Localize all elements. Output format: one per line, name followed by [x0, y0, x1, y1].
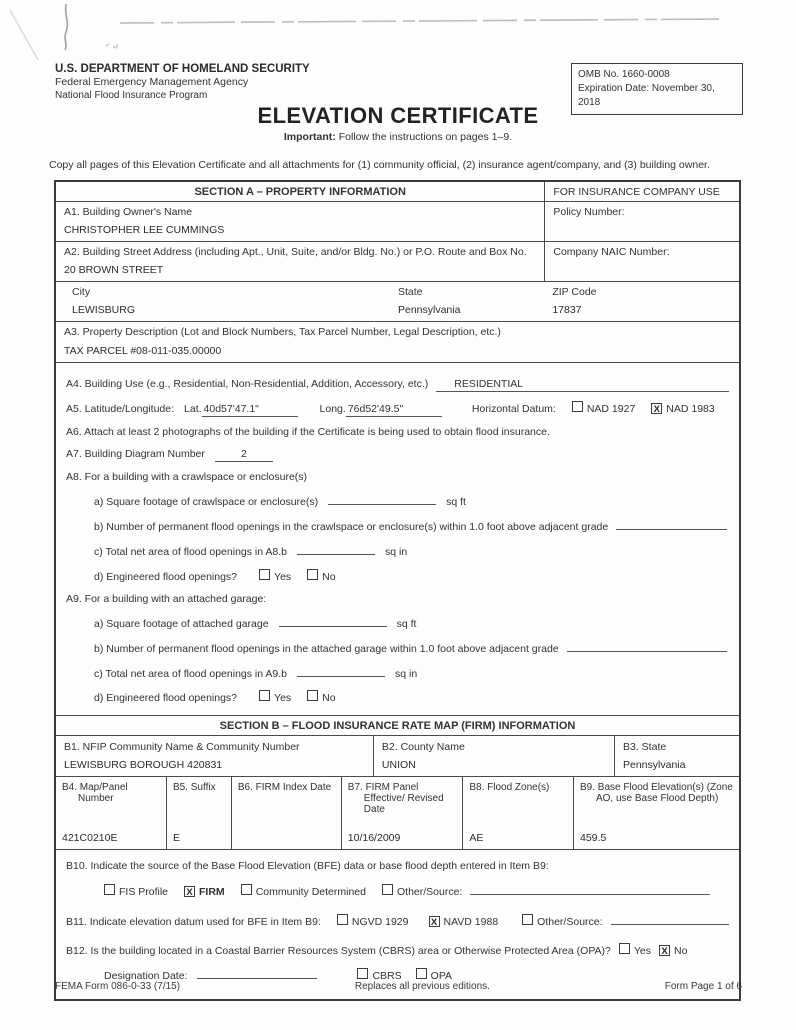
- a3-cell: [56, 322, 739, 361]
- b9-label: B9. Base Flood Elevation(s) (Zone AO, use Base Flood Depth): [579, 782, 733, 805]
- fema-form-number: FEMA Form 086-0-33 (7/15): [55, 981, 181, 992]
- community-determined-label: Community Determined: [255, 885, 366, 898]
- b8-cell: [462, 777, 573, 849]
- b10-options-line: [104, 883, 729, 899]
- a8d-line: [94, 569, 727, 584]
- b3-value: Pennsylvania: [623, 759, 686, 772]
- ngvd-1929-label: NGVD 1929: [351, 915, 409, 928]
- form-subtitle: [0, 131, 796, 143]
- a9d-yes-checkbox: [259, 690, 270, 701]
- a9b-line: [94, 640, 727, 656]
- page-number: Form Page 1 of 6: [664, 981, 742, 992]
- a3-row: [56, 322, 739, 362]
- a8b-label: b) Number of permanent flood openings in the crawlspace or enclosure(s) within 1.0 foot above adjacent grade: [94, 521, 609, 534]
- latitude-value: 40d57'47.1": [202, 403, 298, 417]
- omb-expiration: Expiration Date: November 30, 2018: [578, 83, 715, 108]
- page-footer: [55, 981, 742, 992]
- b12-no-checkbox: X: [659, 945, 670, 956]
- b1-value: LEWISBURG BOROUGH 420831: [64, 759, 223, 772]
- navd-1988-checkbox: X: [429, 916, 440, 927]
- a7-value: 2: [215, 448, 273, 462]
- fis-profile-label: FIS Profile: [119, 885, 169, 898]
- naic-cell: [544, 242, 739, 281]
- a8b-line: [94, 518, 727, 534]
- policy-number-label: Policy Number:: [553, 206, 625, 218]
- a4-a9-block: [56, 363, 739, 717]
- opa-label: OPA: [430, 969, 453, 982]
- b5-value: E: [172, 832, 180, 845]
- a7-line: [66, 448, 729, 462]
- a5-line: [66, 401, 729, 417]
- b10-other-source-checkbox: [382, 884, 393, 895]
- b3-label: B3. State: [623, 741, 667, 754]
- a1-cell: [56, 202, 544, 241]
- a4-value: RESIDENTIAL: [436, 378, 729, 392]
- program-name: National Flood Insurance Program: [55, 89, 208, 101]
- b11-other-source-checkbox: [522, 914, 533, 925]
- a5-label: A5. Latitude/Longitude:: [66, 402, 175, 415]
- a8d-yes-label: Yes: [274, 570, 292, 583]
- a9a-label: a) Square footage of attached garage: [94, 617, 269, 630]
- zip-cell: [544, 282, 739, 321]
- scan-artifact: [0, 0, 796, 70]
- a8d-no-checkbox: [307, 569, 318, 580]
- firm-checkbox: X: [184, 886, 195, 897]
- a9-heading-line: [66, 593, 729, 606]
- a9b-label: b) Number of permanent flood openings in the attached garage within 1.0 foot above adjacent grade: [94, 642, 559, 655]
- a9b-blank: [567, 640, 727, 652]
- form-title: ELEVATION CERTIFICATE: [257, 103, 539, 128]
- a8a-line: [94, 493, 727, 509]
- ngvd-1929-checkbox: [337, 914, 348, 925]
- a8a-blank: [328, 493, 436, 505]
- a8a-label: a) Square footage of crawlspace or enclosure(s): [94, 496, 319, 509]
- agency-header: [55, 62, 310, 102]
- a8b-blank: [616, 518, 727, 530]
- a6-line: [66, 426, 729, 439]
- a9c-unit: sq in: [395, 668, 418, 680]
- a8d-no-label: No: [322, 570, 336, 583]
- b12-yes-label: Yes: [633, 944, 652, 957]
- city-label: City: [72, 286, 91, 299]
- naic-label: Company NAIC Number:: [553, 246, 670, 259]
- a2-cell: [56, 242, 544, 281]
- a8c-blank: [297, 543, 375, 555]
- a1-label: A1. Building Owner's Name: [64, 206, 193, 218]
- nad-1983-checkbox: X: [651, 403, 662, 414]
- long-label: Long.: [319, 402, 346, 415]
- a8c-line: [94, 543, 727, 559]
- designation-date-blank: [197, 967, 317, 979]
- policy-number-cell: [544, 202, 739, 241]
- a8c-label: c) Total net area of flood openings in A8.b: [94, 546, 288, 559]
- cbrs-label: CBRS: [372, 969, 402, 982]
- elevation-certificate-form: [54, 180, 741, 1001]
- b2-value: UNION: [381, 759, 416, 772]
- section-b-title: SECTION B – FLOOD INSURANCE RATE MAP (FIRM) INFORMATION: [56, 716, 739, 736]
- b1-label: B1. NFIP Community Name & Community Number: [64, 741, 300, 754]
- b7-label: B7. FIRM Panel Effective/ Revised Date: [347, 782, 444, 816]
- a9-heading: A9. For a building with an attached garage:: [66, 592, 267, 605]
- copy-instruction: Copy all pages of this Elevation Certificate and all attachments for (1) community official, (2) insurance agent/company, and (3) building owner.: [49, 159, 710, 171]
- b8-value: AE: [469, 832, 484, 845]
- a8a-unit: sq ft: [446, 496, 466, 509]
- city-value: LEWISBURG: [72, 304, 136, 317]
- nad-1927-label: NAD 1927: [586, 402, 636, 415]
- a9c-line: [94, 665, 727, 681]
- a8d-label: d) Engineered flood openings?: [94, 570, 238, 583]
- b4-label: B4. Map/Panel Number: [62, 782, 128, 805]
- zip-label: ZIP Code: [552, 286, 597, 299]
- state-value: Pennsylvania: [397, 304, 461, 317]
- designation-date-label: Designation Date:: [104, 969, 188, 982]
- section-a-title: SECTION A – PROPERTY INFORMATION: [194, 186, 406, 198]
- lat-label: Lat.: [184, 402, 202, 415]
- a2-label: A2. Building Street Address (including Apt., Unit, Suite, and/or Bldg. No.) or P.O. Route and Box No.: [64, 246, 527, 259]
- b2-cell: [373, 736, 614, 776]
- a8-heading: A8. For a building with a crawlspace or enclosure(s): [66, 471, 308, 483]
- cbrs-checkbox: [357, 968, 368, 979]
- section-a-header-row: [56, 182, 739, 202]
- a9a-line: [94, 615, 727, 631]
- city-cell: [56, 282, 390, 321]
- a1-value: CHRISTOPHER LEE CUMMINGS: [64, 224, 225, 237]
- community-determined-checkbox: [241, 884, 252, 895]
- b11-other-source-label: Other/Source:: [537, 915, 603, 928]
- a6-text: A6. Attach at least 2 photographs of the building if the Certificate is being used to obtain flood insurance.: [66, 425, 550, 438]
- b4-value: 421C0210E: [62, 832, 118, 845]
- a9d-no-checkbox: [307, 690, 318, 701]
- b9-cell: [573, 777, 739, 849]
- b6-label: B6. FIRM Index Date: [237, 782, 332, 794]
- a7-label: A7. Building Diagram Number: [66, 447, 205, 460]
- b12-line: [66, 943, 729, 958]
- a4-label: A4. Building Use (e.g., Residential, Non-Residential, Addition, Accessory, etc.): [66, 377, 429, 390]
- agency-name: U.S. DEPARTMENT OF HOMELAND SECURITY: [55, 63, 310, 75]
- omb-number: OMB No. 1660-0008: [578, 69, 670, 80]
- b7-value: 10/16/2009: [347, 832, 401, 845]
- b10-label: B10. Indicate the source of the Base Flood Elevation (BFE) data or base flood depth entered in Item B9:: [66, 860, 549, 873]
- a2-row: [56, 242, 739, 282]
- a3-label: A3. Property Description (Lot and Block Numbers, Tax Parcel Number, Legal Description, etc.): [64, 326, 501, 339]
- b12-yes-checkbox: [619, 943, 630, 954]
- a8c-unit: sq in: [385, 546, 408, 559]
- b4-cell: [56, 777, 166, 849]
- longitude-value: 76d52'49.5": [346, 403, 442, 417]
- zip-value: 17837: [552, 304, 582, 317]
- a9d-line: [94, 690, 727, 705]
- replaces-note: Replaces all previous editions.: [354, 981, 490, 992]
- b10-other-source-label: Other/Source:: [396, 885, 463, 898]
- a4-line: [66, 378, 729, 392]
- b12-label: B12. Is the building located in a Coastal Barrier Resources System (CBRS) area or Otherwise Protected Area (OPA)?: [66, 944, 611, 957]
- horizontal-datum-label: Horizontal Datum:: [471, 402, 556, 415]
- opa-checkbox: [416, 968, 427, 979]
- nad-1927-checkbox: [572, 401, 583, 412]
- a2-value: 20 BROWN STREET: [64, 264, 164, 277]
- b4-b9-row: [56, 777, 739, 850]
- b1-cell: [56, 736, 373, 776]
- a9a-unit: sq ft: [396, 617, 417, 630]
- b11-label: B11. Indicate elevation datum used for BFE in Item B9:: [66, 915, 321, 928]
- a9a-blank: [279, 615, 387, 627]
- b10-other-source-blank: [470, 883, 710, 895]
- b1-b3-row: [56, 736, 739, 777]
- a8d-yes-checkbox: [259, 569, 270, 580]
- state-cell: [390, 282, 544, 321]
- a1-row: [56, 202, 739, 242]
- b8-label: B8. Flood Zone(s): [469, 782, 550, 794]
- state-label: State: [397, 286, 423, 299]
- a8-heading-line: [66, 471, 729, 484]
- firm-label: FIRM: [199, 885, 225, 898]
- b3-cell: [614, 736, 739, 776]
- b6-cell: [231, 777, 341, 849]
- b10-label-line: [66, 860, 729, 873]
- navd-1988-label: NAVD 1988: [443, 915, 499, 928]
- insurance-company-use-title: FOR INSURANCE COMPANY USE: [544, 182, 739, 201]
- b12-no-label: No: [674, 944, 688, 957]
- nad-1983-label: NAD 1983: [666, 402, 715, 415]
- a9d-no-label: No: [322, 692, 336, 705]
- b10-b12-block: [56, 850, 739, 999]
- subtitle-rest: Follow the instructions on pages 1–9.: [335, 131, 513, 143]
- subtitle-important: Important:: [283, 131, 336, 143]
- b11-line: [66, 913, 729, 929]
- agency-subname: Federal Emergency Management Agency: [55, 76, 249, 89]
- b2-label: B2. County Name: [381, 741, 465, 754]
- city-state-zip-row: [56, 282, 739, 322]
- b5-label: B5. Suffix: [172, 782, 216, 794]
- a9c-blank: [297, 665, 385, 677]
- fis-profile-checkbox: [104, 884, 115, 895]
- a9d-yes-label: Yes: [274, 692, 292, 705]
- b7-cell: [341, 777, 463, 849]
- b9-value: 459.5: [579, 832, 607, 845]
- a9d-label: d) Engineered flood openings?: [94, 692, 238, 705]
- a3-value: TAX PARCEL #08-011-035.00000: [64, 344, 222, 357]
- a9c-label: c) Total net area of flood openings in A9.b: [94, 668, 288, 680]
- b11-other-source-blank: [611, 913, 729, 925]
- b5-cell: [166, 777, 231, 849]
